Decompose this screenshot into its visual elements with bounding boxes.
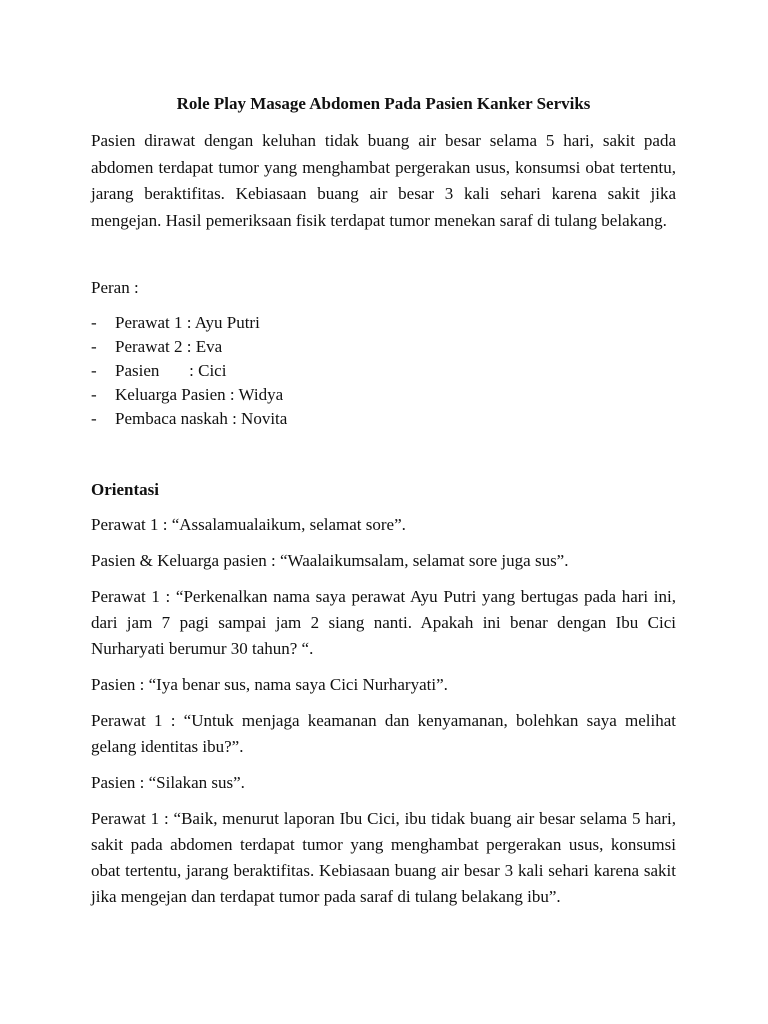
- section-heading-orientasi: Orientasi: [91, 480, 159, 499]
- list-dash: -: [91, 313, 97, 332]
- dialogue-line: Pasien & Keluarga pasien : “Waalaikumsalam, selamat sore juga sus”.: [91, 551, 569, 570]
- dialogue-line: Perawat 1 : “Perkenalkan nama saya perawat Ayu Putri yang bertugas pada hari ini, dari jam 7 pagi sampai jam 2 siang nanti. Apakah ini benar dengan Ibu Cici Nurharyati berumur 30 tahun? “.: [91, 587, 676, 658]
- role-item: [91, 335, 676, 359]
- roles-heading: Peran :: [91, 278, 139, 297]
- role-text: Perawat 2 : Eva: [115, 337, 223, 356]
- spacer: [91, 431, 676, 478]
- dialogue-line: Perawat 1 : “Assalamualaikum, selamat sore”.: [91, 515, 406, 534]
- dialogue-line: Pasien : “Iya benar sus, nama saya Cici Nurharyati”.: [91, 675, 448, 694]
- list-dash: -: [91, 409, 97, 428]
- document-page: [91, 92, 676, 920]
- dialogue-line: Perawat 1 : “Untuk menjaga keamanan dan kenyamanan, bolehkan saya melihat gelang identitas ibu?”.: [91, 711, 676, 756]
- list-dash: -: [91, 361, 97, 380]
- document-title: Role Play Masage Abdomen Pada Pasien Kanker Serviks: [176, 94, 591, 113]
- dialogue-line: Perawat 1 : “Baik, menurut laporan Ibu Cici, ibu tidak buang air besar selama 5 hari, sakit pada abdomen terdapat tumor yang menghambat pergerakan usus, konsumsi obat tertentu, jarang beraktifitas. Kebiasaan buang air besar 3 kali sehari karena sakit jika mengejan dan terdapat tumor pada saraf di tulang belakang ibu”.: [91, 809, 676, 906]
- role-item: [91, 407, 676, 431]
- role-text: Perawat 1 : Ayu Putri: [115, 313, 260, 332]
- roles-list: [91, 311, 676, 431]
- role-item: [91, 311, 676, 335]
- list-dash: -: [91, 385, 97, 404]
- intro-paragraph: Pasien dirawat dengan keluhan tidak buang air besar selama 5 hari, sakit pada abdomen terdapat tumor yang menghambat pergerakan usus, konsumsi obat tertentu, jarang beraktifitas. Kebiasaan buang air besar 3 kali sehari karena sakit jika mengejan. Hasil pemeriksaan fisik terdapat tumor menekan saraf di tulang belakang.: [91, 131, 676, 230]
- role-item: [91, 383, 676, 407]
- list-dash: -: [91, 337, 97, 356]
- role-text: Pembaca naskah : Novita: [115, 409, 288, 428]
- role-text: Keluarga Pasien : Widya: [115, 385, 284, 404]
- role-text: Pasien : Cici: [115, 361, 227, 380]
- role-item: [91, 359, 676, 383]
- dialogue-line: Pasien : “Silakan sus”.: [91, 773, 245, 792]
- spacer: [91, 234, 676, 276]
